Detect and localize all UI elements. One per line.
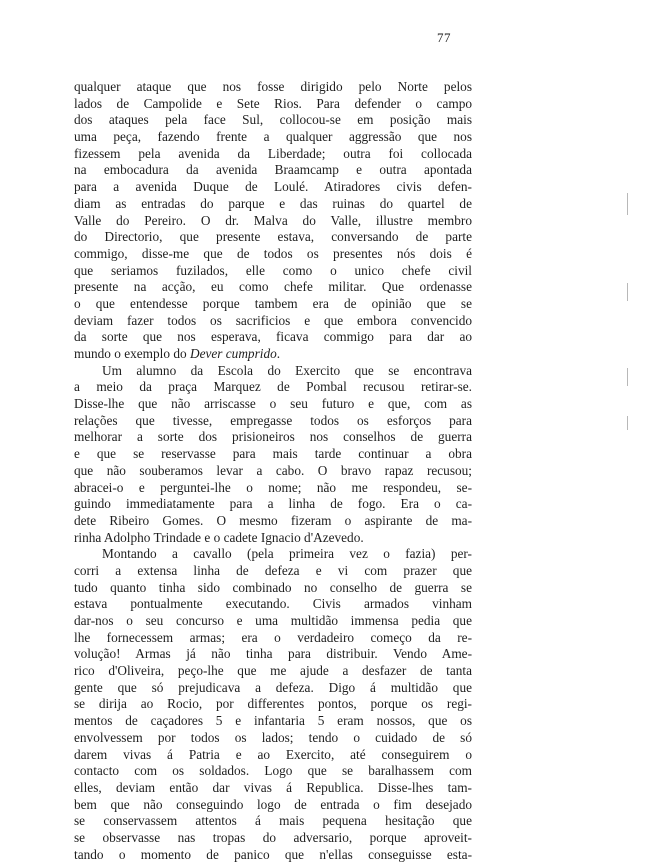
text-line: fizessem pela avenida da Liberdade; outra foi collocada (74, 145, 472, 161)
text-line: guindo immediatamente para a linha de fogo. Era o ca- (74, 496, 472, 512)
text-line: deviam fazer todos os sacrificios e que embora convencido (74, 312, 472, 328)
margin-mark (627, 193, 628, 215)
text-line: e que se reservasse para mais tarde continuar a obra (74, 446, 472, 462)
text-line: presente na acção, eu como chefe militar. Que ordenasse (74, 279, 472, 295)
text-line: tando o momento de panico que n'ellas conseguisse esta- (74, 846, 472, 862)
text-line: tudo quanto tinha sido combinado no conselho de guerra se (74, 579, 472, 595)
text-line: da sorte que nos esperava, ficava commigo para dar ao (74, 329, 472, 345)
text-line: commigo, disse-me que de todos os presentes nós dois é (74, 245, 472, 261)
text-line: relações que tivesse, empregasse todos os esforços para (74, 412, 472, 428)
text-line: o que entendesse porque tambem era de opinião que se (74, 295, 472, 311)
text-line: qualquer ataque que nos fosse dirigido pelo Norte pelos (74, 79, 472, 94)
text-line: rinha Adolpho Trindade e o cadete Ignacio d'Azevedo. (74, 529, 364, 545)
margin-mark (627, 416, 628, 430)
text-line: diam as entradas do parque e das ruinas do quartel de (74, 195, 472, 211)
text-line: Disse-lhe que não arriscasse o seu futuro e que, com as (74, 396, 472, 412)
text-line: contacto com os soldados. Logo que se baralhassem com (74, 763, 472, 779)
text-line: a meio da praça Marquez de Pombal recusou retirar-se. (74, 379, 472, 395)
text-line: que seriamos fuzilados, elle como o unico chefe civil (74, 262, 472, 278)
text-line: dete Ribeiro Gomes. O mesmo fizeram o aspirante de ma- (74, 512, 472, 528)
text-line: lados de Campolide e Sete Rios. Para defender o campo (74, 95, 472, 111)
text-line: volução! Armas já não tinha para distribuir. Vendo Ame- (74, 646, 472, 662)
text-line: para a avenida Duque de Loulé. Atiradores civis defen- (74, 179, 472, 195)
text-line: Valle do Pereiro. O dr. Malva do Valle, illustre membro (74, 212, 472, 228)
text-line: darem vivas á Patria e ao Exercito, até conseguirem o (74, 746, 472, 762)
margin-mark (627, 368, 628, 386)
text-line: envolvessem por todos os lados; tendo o cuidado de só (74, 729, 472, 745)
text-line: corri a extensa linha de defeza e vi com prazer que (74, 562, 472, 578)
text-line: abracei-o e perguntei-lhe o nome; não me respondeu, se- (74, 479, 472, 495)
text-line: do Directorio, que presente estava, conversando de parte (74, 229, 472, 245)
text-line: mentos de caçadores 5 e infantaria 5 eram nossos, que os (74, 713, 472, 729)
text-line: se conservassem attentos á mais pequena hesitação que (74, 813, 472, 829)
body-text (74, 79, 472, 863)
text-line: estava pontualmente executando. Civis armados vinham (74, 596, 472, 612)
page-number: 77 (437, 30, 451, 45)
text-segment: mundo o exemplo do (74, 346, 190, 361)
text-line: Montando a cavallo (pela primeira vez o fazia) per- (102, 546, 472, 562)
text-line: uma peça, fazendo frente a qualquer aggressão que nos (74, 129, 472, 145)
text-line: elles, deviam então dar vivas á Republica. Disse-lhes tam- (74, 779, 472, 795)
text-line: Um alumno da Escola do Exercito que se encontrava (102, 362, 472, 378)
italic-title: Dever cumprido (189, 346, 277, 361)
text-line (74, 346, 472, 363)
text-line: gente que só prejudicava a defeza. Digo á multidão que (74, 679, 472, 695)
text-line: se dirija ao Rocio, por differentes pontos, porque os regi- (74, 696, 472, 712)
text-line: dar-nos o seu concurso e uma multidão immensa pedia que (74, 613, 472, 628)
text-segment: . (276, 346, 281, 361)
text-line: na embocadura da avenida Braamcamp e outra apontada (74, 162, 472, 178)
text-line: bem que não conseguindo logo de entrada o fim desejado (74, 796, 472, 812)
text-line: se observasse nas tropas do adversario, porque aproveit- (74, 829, 472, 845)
text-line: que não souberamos levar a cabo. O bravo rapaz recusou; (74, 462, 472, 478)
margin-mark (627, 283, 628, 301)
text-line: rico d'Oliveira, peço-lhe que me ajude a desfazer de tanta (74, 663, 472, 679)
text-line: melhorar a sorte dos prisioneiros nos conselhos de guerra (74, 429, 472, 445)
text-line: lhe fornecessem armas; era o verdadeiro começo da re- (74, 629, 472, 645)
text-line: dos ataques pela face Sul, collocou-se em posição mais (74, 112, 472, 128)
